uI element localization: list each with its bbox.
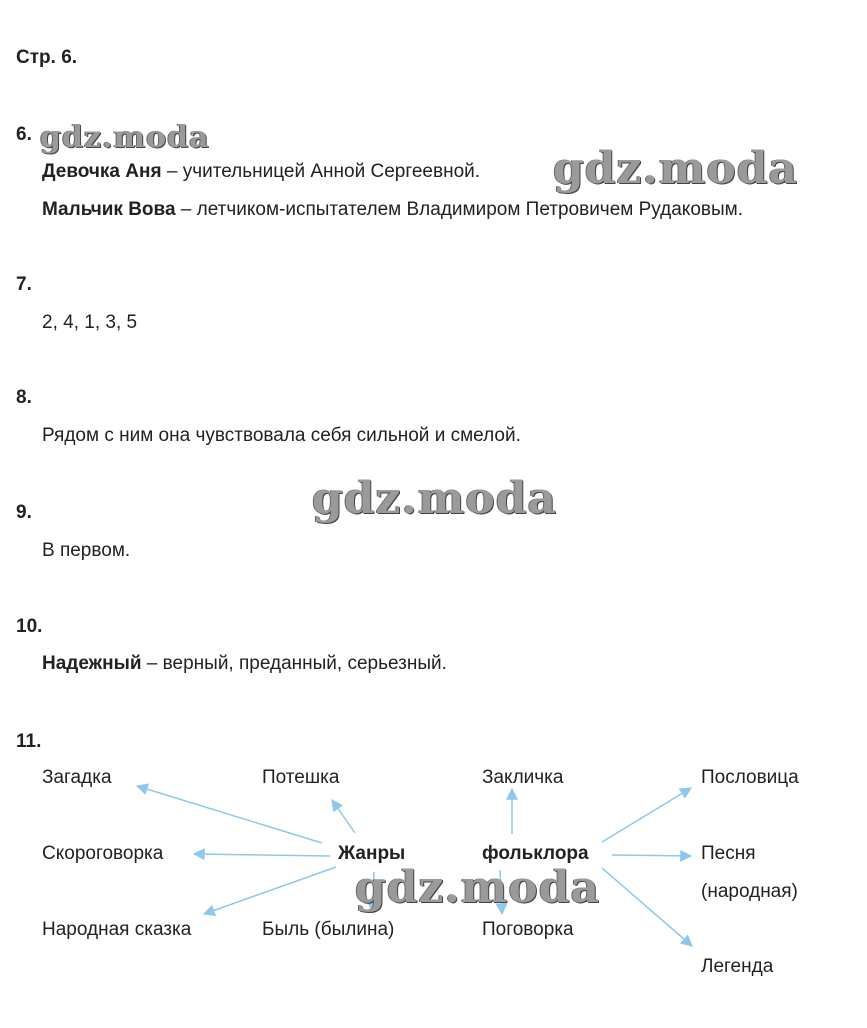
genre-zaklichka: Закличка	[482, 767, 564, 788]
arrow-to-pesnya	[612, 855, 691, 856]
center-label-zhanry: Жанры	[338, 843, 406, 864]
task-6-line-2-bold: Мальчик Вова	[42, 199, 176, 220]
genre-legenda: Легенда	[701, 956, 774, 977]
genre-pesnya: Песня	[701, 843, 756, 864]
arrow-to-poslovitsa	[602, 788, 691, 842]
task-8-number: 8.	[16, 387, 32, 408]
task-6-line-1-bold: Девочка Аня	[42, 161, 162, 182]
watermark-1: gdz.moda	[40, 120, 210, 155]
genre-byl: Быль (былина)	[262, 919, 395, 940]
task-9-number: 9.	[16, 502, 32, 523]
genre-poteshka: Потешка	[262, 767, 340, 788]
task-9-answer: В первом.	[42, 540, 131, 561]
task-10-number: 10.	[16, 616, 43, 637]
task-10-bold: Надежный	[42, 653, 142, 674]
arrow-to-poteshka	[332, 800, 355, 833]
task-6-number: 6.	[16, 124, 32, 145]
arrow-to-skazka	[204, 867, 336, 914]
arrow-to-legenda	[602, 868, 692, 946]
genre-poslovitsa: Пословица	[701, 767, 799, 788]
task-6-line-2-rest: – летчиком-испытателем Владимиром Петровичем Рудаковым.	[175, 199, 743, 220]
task-6-line-1-rest: – учительницей Анной Сергеевной.	[161, 161, 481, 182]
genre-zagadka: Загадка	[42, 767, 112, 788]
page-label: Стр. 6.	[16, 47, 78, 68]
arrow-to-skorogovorka	[194, 854, 330, 856]
center-label-folklora: фольклора	[482, 843, 589, 864]
task-8-answer: Рядом с ним она чувствовала себя сильной и смелой.	[42, 425, 521, 446]
watermark-2: gdz.moda	[553, 143, 799, 194]
genre-pesnya-note: (народная)	[701, 881, 798, 902]
genre-skazka: Народная сказка	[42, 919, 192, 940]
task-7-number: 7.	[16, 274, 32, 295]
task-7-answer: 2, 4, 1, 3, 5	[42, 312, 138, 333]
genre-pogovorka: Поговорка	[482, 919, 574, 940]
watermark-3: gdz.moda	[312, 473, 558, 524]
genre-skorogovorka: Скороговорка	[42, 843, 164, 864]
arrow-to-zagadka	[137, 786, 322, 843]
task-10-rest: – верный, преданный, серьезный.	[141, 653, 447, 674]
watermark-4: gdz.moda	[355, 862, 601, 913]
task-11-number: 11.	[16, 731, 42, 752]
